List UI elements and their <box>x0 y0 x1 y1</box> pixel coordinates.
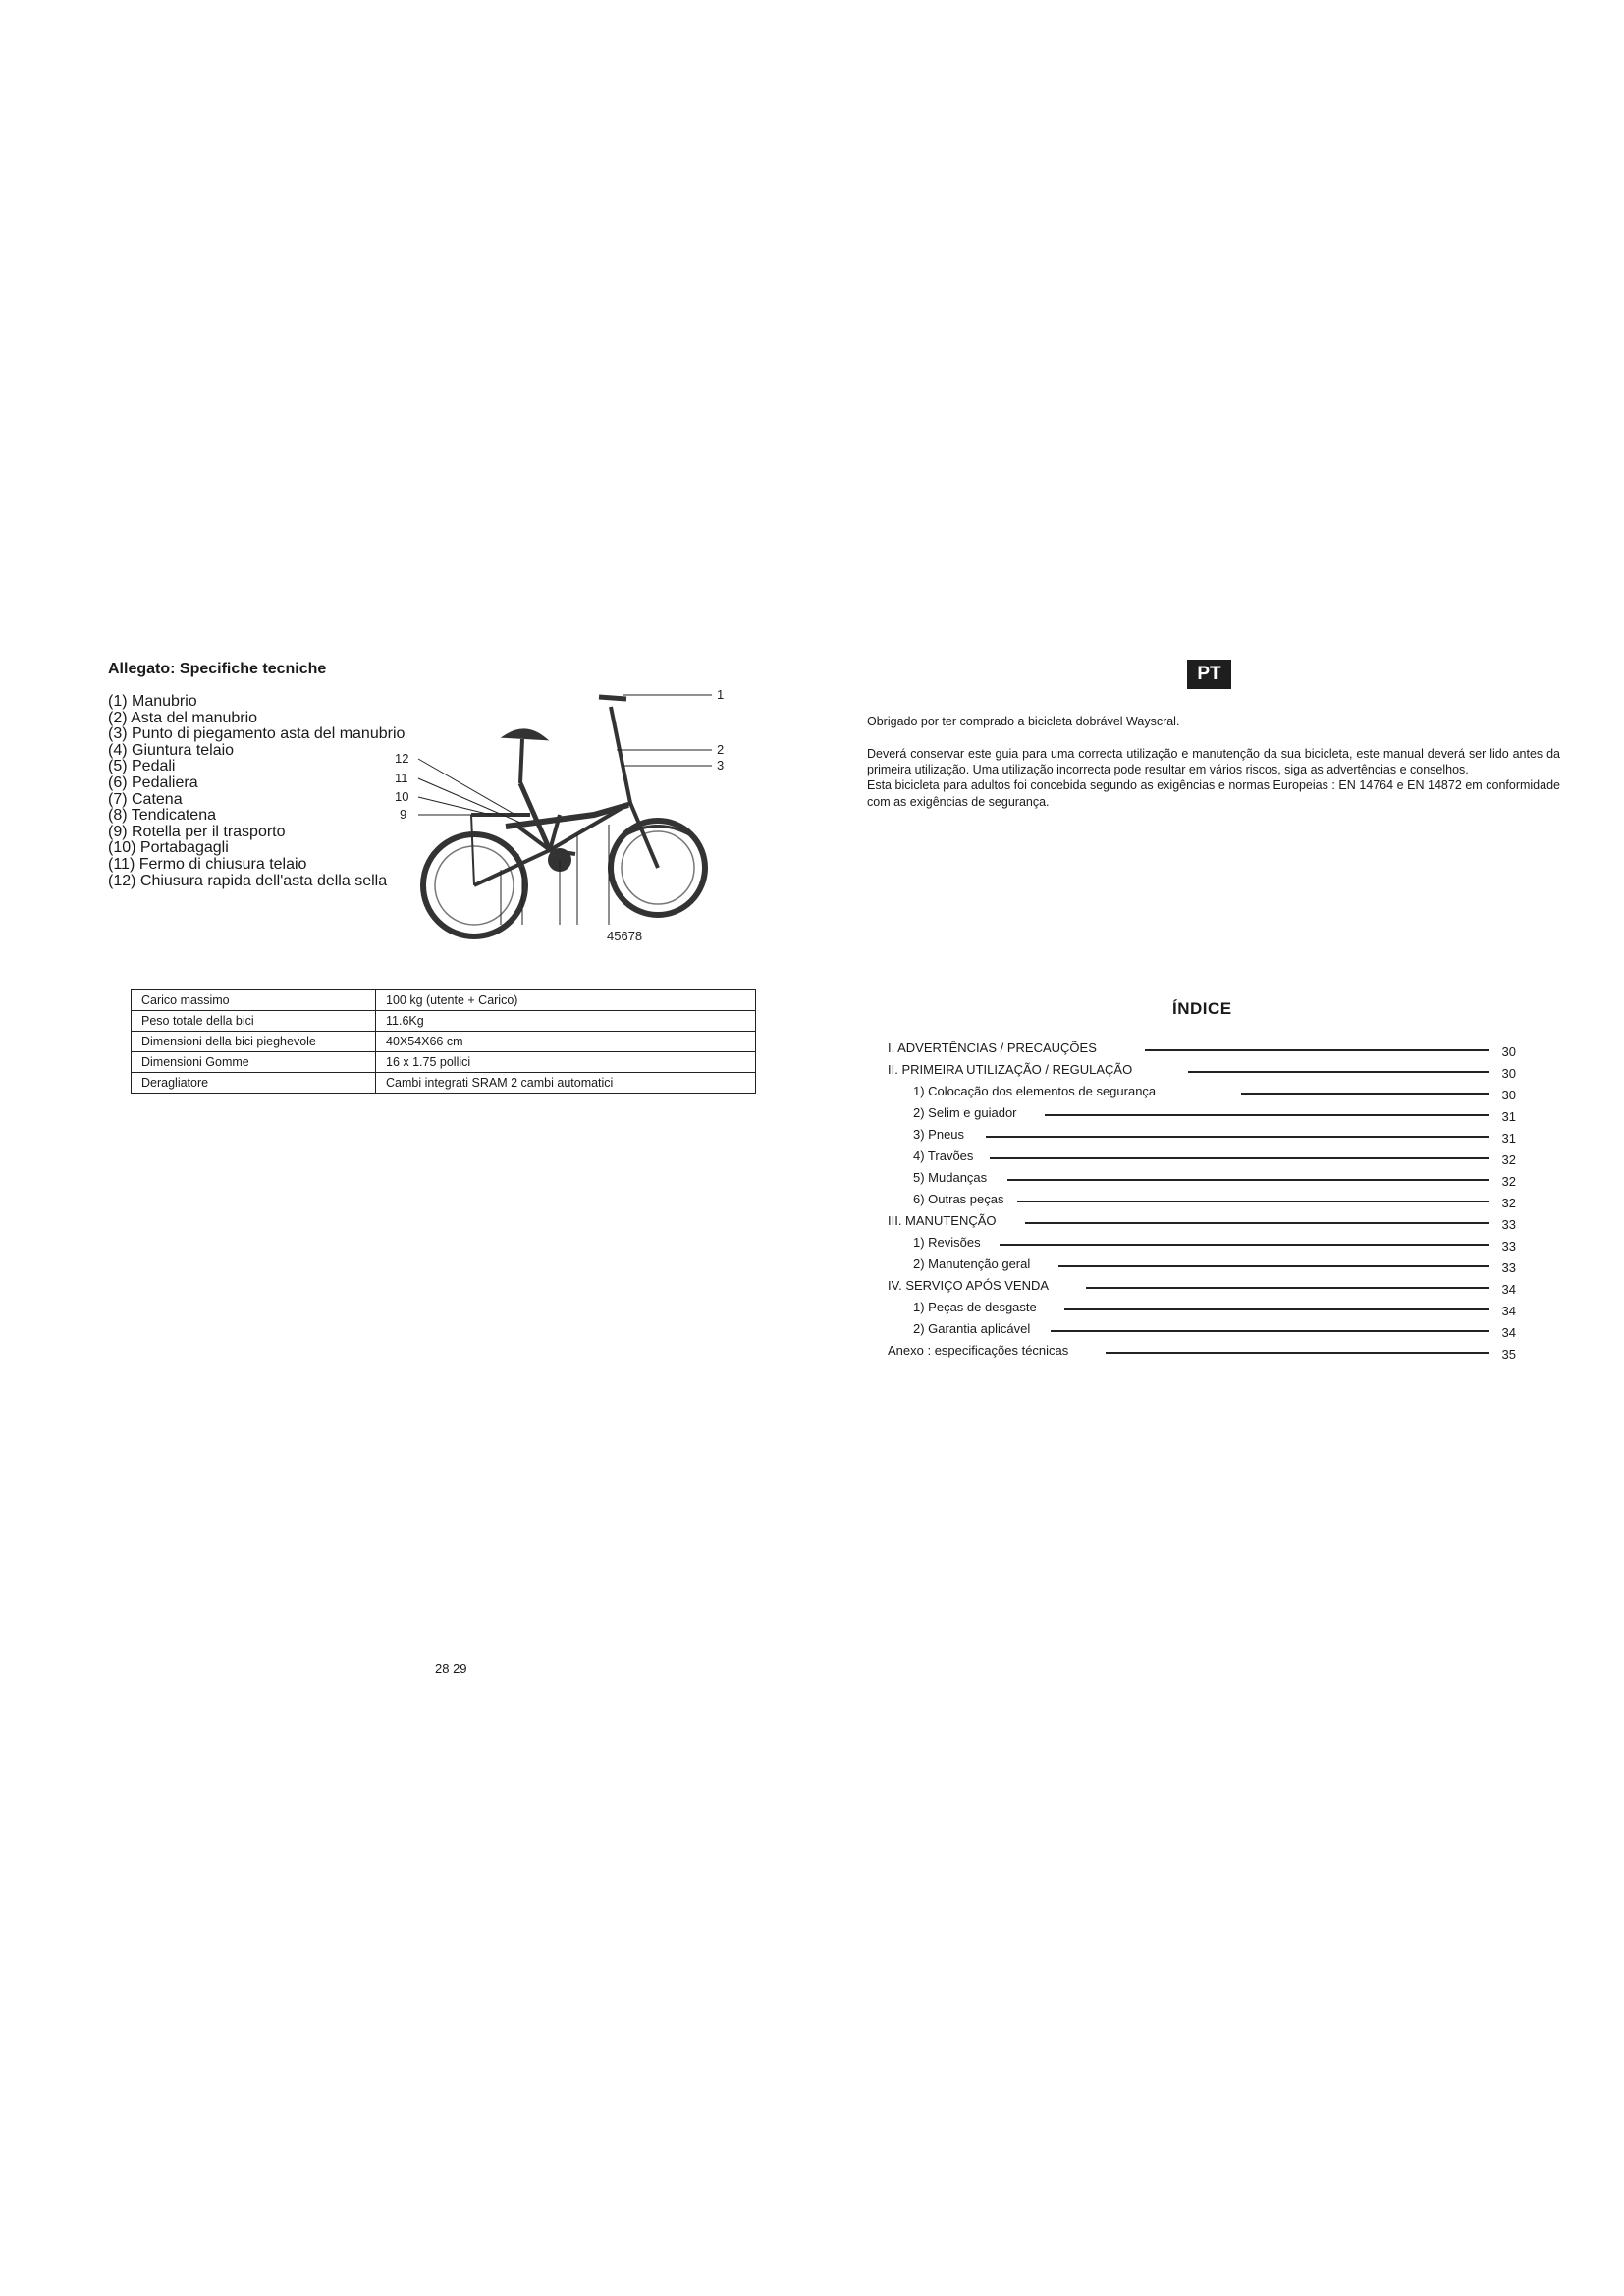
toc-page: 34 <box>1501 1304 1516 1318</box>
part-item: (1) Manubrio <box>108 693 197 710</box>
spec-key: Dimensioni della bici pieghevole <box>132 1032 376 1052</box>
callout-11: 11 <box>395 771 408 785</box>
spec-table <box>131 989 756 1094</box>
part-item: (3) Punto di piegamento asta del manubrio <box>108 725 406 743</box>
toc-page: 31 <box>1501 1109 1516 1124</box>
table-row <box>132 1011 756 1032</box>
toc-page: 30 <box>1501 1044 1516 1059</box>
toc-page: 34 <box>1501 1325 1516 1340</box>
toc-leader <box>1045 1114 1489 1116</box>
callout-1: 1 <box>717 687 725 702</box>
toc-leader <box>1145 1049 1489 1051</box>
toc-page: 35 <box>1501 1347 1516 1362</box>
spec-value: 16 x 1.75 pollici <box>376 1052 756 1073</box>
toc-entry <box>888 1213 1516 1233</box>
toc-page: 31 <box>1501 1131 1516 1146</box>
toc-leader <box>1241 1093 1489 1095</box>
page-numbers: 28 29 <box>435 1661 467 1676</box>
toc-label: Anexo : especificações técnicas <box>888 1343 1074 1358</box>
toc-entry <box>888 1321 1516 1341</box>
toc-label: 2) Selim e guiador <box>913 1105 1023 1120</box>
callout-2: 2 <box>717 742 725 757</box>
toc-entry <box>888 1062 1516 1082</box>
parts-list <box>108 694 405 889</box>
spec-value: 40X54X66 cm <box>376 1032 756 1052</box>
toc-label: III. MANUTENÇÃO <box>888 1213 1002 1228</box>
callout-9: 9 <box>400 807 407 822</box>
toc-label: I. ADVERTÊNCIAS / PRECAUÇÕES <box>888 1041 1103 1055</box>
toc-label: 6) Outras peças <box>913 1192 1010 1206</box>
table-row <box>132 1073 756 1094</box>
toc-leader <box>1058 1265 1489 1267</box>
toc-leader <box>1064 1308 1489 1310</box>
part-item: (4) Giuntura telaio <box>108 741 235 759</box>
toc-leader <box>1106 1352 1489 1354</box>
spec-value: Cambi integrati SRAM 2 cambi automatici <box>376 1073 756 1094</box>
toc-page: 33 <box>1501 1260 1516 1275</box>
toc-page: 34 <box>1501 1282 1516 1297</box>
toc-page: 33 <box>1501 1217 1516 1232</box>
toc-leader <box>1007 1179 1489 1181</box>
thank-you-line: Obrigado por ter comprado a bicicleta dobrável Wayscral. <box>867 715 1180 728</box>
spec-value: 100 kg (utente + Carico) <box>376 990 756 1011</box>
toc-leader <box>1000 1244 1489 1246</box>
toc-label: 1) Peças de desgaste <box>913 1300 1043 1314</box>
part-item: (5) Pedali <box>108 758 176 775</box>
toc-label: IV. SERVIÇO APÓS VENDA <box>888 1278 1055 1293</box>
toc-leader <box>1086 1287 1489 1289</box>
table-row <box>132 1052 756 1073</box>
toc-label: 3) Pneus <box>913 1127 970 1142</box>
spec-key: Carico massimo <box>132 990 376 1011</box>
toc-page: 33 <box>1501 1239 1516 1254</box>
toc-entry <box>888 1278 1516 1298</box>
toc-label: 4) Travões <box>913 1148 979 1163</box>
language-badge: PT <box>1187 660 1231 689</box>
part-item: (2) Asta del manubrio <box>108 709 258 726</box>
toc-label: 2) Garantia aplicável <box>913 1321 1036 1336</box>
toc-page: 32 <box>1501 1174 1516 1189</box>
toc-label: 1) Revisões <box>913 1235 987 1250</box>
toc-leader <box>1188 1071 1489 1073</box>
toc-label: 2) Manutenção geral <box>913 1256 1036 1271</box>
toc-page: 30 <box>1501 1066 1516 1081</box>
toc-entry <box>888 1192 1516 1211</box>
part-item: (11) Fermo di chiusura telaio <box>108 855 307 873</box>
spec-key: Deragliatore <box>132 1073 376 1094</box>
toc-page: 30 <box>1501 1088 1516 1102</box>
callout-3: 3 <box>717 758 725 773</box>
toc-entry <box>888 1105 1516 1125</box>
callout-12: 12 <box>395 751 409 766</box>
toc-entry <box>888 1041 1516 1060</box>
toc-entry <box>888 1343 1516 1362</box>
intro-text: Deverá conservar este guia para uma correcta utilização e manutenção da sua bicicleta, este manual deverá ser lido antes da primeira utilização. Uma utilização incorrecta pode resultar em vários riscos, siga as advertências e conselhos. <box>867 747 1560 777</box>
table-row <box>132 990 756 1011</box>
part-item: (12) Chiusura rapida dell'asta della sella <box>108 872 388 889</box>
toc-entry <box>888 1127 1516 1147</box>
toc-leader <box>1017 1201 1489 1202</box>
spec-key: Peso totale della bici <box>132 1011 376 1032</box>
toc-entry <box>888 1084 1516 1103</box>
spec-title: Allegato: Specifiche tecniche <box>108 661 327 677</box>
toc-leader <box>986 1136 1489 1138</box>
table-row <box>132 1032 756 1052</box>
spec-key: Dimensioni Gomme <box>132 1052 376 1073</box>
part-item: (10) Portabagagli <box>108 839 229 857</box>
intro-paragraph <box>867 746 1560 810</box>
toc-leader <box>1051 1330 1489 1332</box>
toc-page: 32 <box>1501 1196 1516 1210</box>
toc-entry <box>888 1300 1516 1319</box>
toc-leader <box>990 1157 1489 1159</box>
part-item: (7) Catena <box>108 790 183 808</box>
part-item: (6) Pedaliera <box>108 774 198 791</box>
toc-label: 1) Colocação dos elementos de segurança <box>913 1084 1162 1098</box>
toc-label: II. PRIMEIRA UTILIZAÇÃO / REGULAÇÃO <box>888 1062 1138 1077</box>
toc-leader <box>1025 1222 1489 1224</box>
toc-page: 32 <box>1501 1152 1516 1167</box>
toc-entry <box>888 1170 1516 1190</box>
part-item: (9) Rotella per il trasporto <box>108 823 286 840</box>
toc-label: 5) Mudanças <box>913 1170 993 1185</box>
folding-bike-diagram <box>373 667 746 952</box>
callout-bottom: 45678 <box>607 929 643 943</box>
spec-value: 11.6Kg <box>376 1011 756 1032</box>
index-title: ÍNDICE <box>1172 999 1232 1018</box>
callout-10: 10 <box>395 789 409 804</box>
intro-text: Esta bicicleta para adultos foi concebida segundo as exigências e normas Europeias : EN 14764 e EN 14872 em conformidade com as exigências de segurança. <box>867 778 1560 809</box>
toc-entry <box>888 1256 1516 1276</box>
part-item: (8) Tendicatena <box>108 807 216 825</box>
toc-entry <box>888 1148 1516 1168</box>
toc-entry <box>888 1235 1516 1255</box>
